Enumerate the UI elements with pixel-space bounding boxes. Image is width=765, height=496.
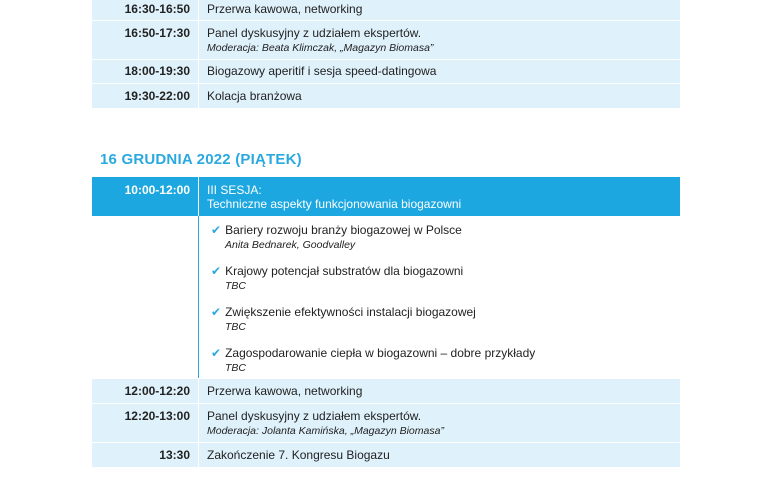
row-content [198, 21, 680, 59]
talk-speaker: TBC [225, 362, 246, 374]
talk-title: Zagospodarowanie ciepła w biogazowni – dobre przykłady [225, 346, 536, 360]
talk-item [211, 346, 680, 382]
session-time: 10:00-12:00 [124, 183, 190, 197]
talk-title: Zwiększenie efektywności instalacji biogazowej [225, 305, 476, 319]
talk-title: Krajowy potencjał substratów dla biogazowni [225, 264, 464, 278]
row-time: 13:30 [159, 448, 190, 462]
schedule-row [92, 60, 680, 83]
check-icon: ✔ [211, 346, 222, 360]
talk-title: Bariery rozwoju branży biogazowej w Polsce [225, 223, 462, 237]
check-icon: ✔ [211, 264, 222, 278]
row-moderator: Moderacja: Beata Klimczak, „Magazyn Biomasa” [207, 42, 434, 54]
session-header [92, 177, 680, 216]
check-icon: ✔ [211, 305, 222, 319]
day2-schedule [92, 379, 680, 467]
row-title: Przerwa kawowa, networking [198, 0, 680, 20]
session-content [198, 177, 680, 216]
row-title: Kolacja branżowa [198, 84, 680, 108]
row-title: Biogazowy aperitif i sesja speed-datingowa [198, 60, 680, 83]
schedule-row [92, 21, 680, 59]
row-time: 12:20-13:00 [124, 409, 190, 423]
row-time: 16:30-16:50 [124, 2, 190, 16]
talk-item [211, 264, 680, 305]
schedule-row [92, 379, 680, 403]
row-content [198, 404, 680, 442]
row-title: Przerwa kawowa, networking [198, 379, 680, 403]
row-title: Zakończenie 7. Kongresu Biogazu [198, 443, 680, 467]
talk-speaker: TBC [225, 321, 246, 333]
row-time: 18:00-19:30 [124, 64, 190, 78]
row-title: Panel dyskusyjny z udziałem ekspertów. [207, 409, 422, 423]
session-subtitle: Techniczne aspekty funkcjonowania biogazowni [207, 197, 462, 211]
check-icon: ✔ [211, 223, 222, 237]
talks-time-spacer [92, 216, 198, 378]
schedule-row [92, 443, 680, 467]
talks-list [198, 216, 680, 378]
day1-schedule [92, 0, 680, 108]
row-moderator: Moderacja: Jolanta Kamińska, „Magazyn Biomasa” [207, 425, 444, 437]
day-heading: 16 GRUDNIA 2022 (PIĄTEK) [100, 151, 302, 168]
talk-speaker: TBC [225, 280, 246, 292]
row-title: Panel dyskusyjny z udziałem ekspertów. [207, 26, 422, 40]
talk-item [211, 223, 680, 264]
talk-item [211, 305, 680, 346]
schedule-row [92, 0, 680, 20]
row-time: 19:30-22:00 [124, 89, 190, 103]
row-time: 12:00-12:20 [124, 384, 190, 398]
session-title: III SESJA: [207, 183, 262, 197]
schedule-row [92, 404, 680, 442]
row-time: 16:50-17:30 [124, 26, 190, 40]
session-talks [92, 216, 680, 378]
schedule-row [92, 84, 680, 108]
talk-speaker: Anita Bednarek, Goodvalley [225, 239, 356, 251]
